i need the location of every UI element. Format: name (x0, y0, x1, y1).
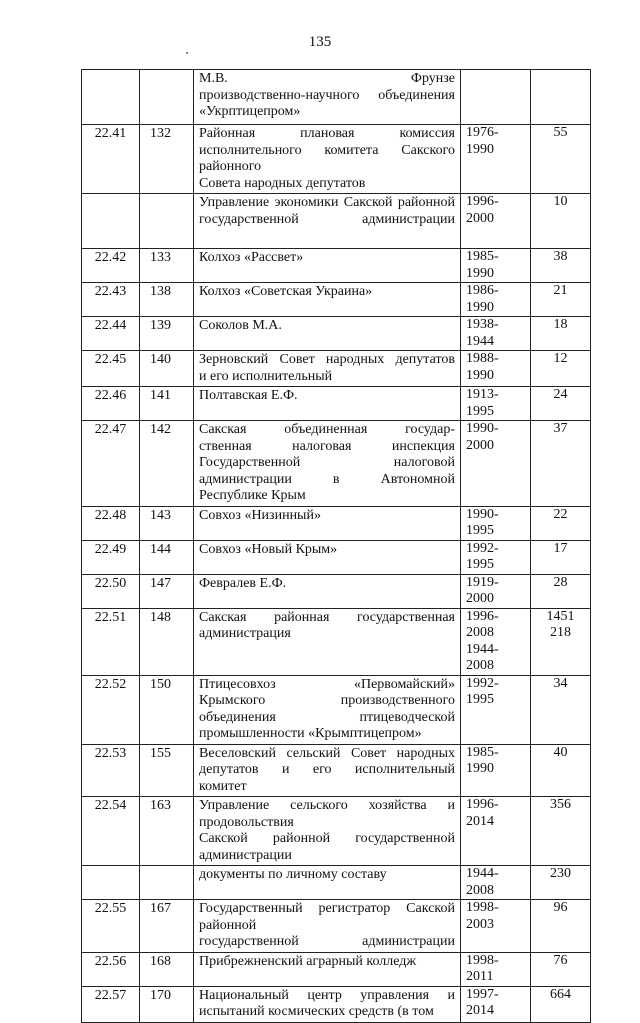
item-count-cell (531, 194, 591, 249)
description-cell (194, 797, 461, 866)
years-value: 1998-2003 (466, 900, 499, 932)
description-cell: документы по личному составу (194, 866, 461, 900)
description-cell: Совхоз «Новый Крым» (194, 540, 461, 574)
description-line: промышленности «Крымптицепром» (199, 726, 422, 741)
table-row (82, 70, 591, 125)
entry-number-cell: 22.57 (82, 986, 140, 1022)
years-cell (461, 351, 531, 387)
description-line: комитет (199, 778, 247, 794)
years-value: 1996-2014 (466, 797, 499, 829)
entry-number-cell: 22.42 (82, 249, 140, 283)
fond-number-cell: 141 (140, 387, 194, 421)
item-count-cell (531, 249, 591, 283)
fond-number-cell: 170 (140, 986, 194, 1022)
item-count-cell (531, 125, 591, 194)
fond-number-cell: 148 (140, 608, 194, 675)
item-count-value: 1451 (546, 608, 575, 624)
table-row (82, 986, 591, 1022)
entry-number-cell (82, 194, 140, 249)
item-count-value: 230 (550, 866, 571, 881)
description-line: Зерновский Совет народных депутатов (199, 352, 455, 367)
table-row (82, 194, 591, 249)
item-count-value: 12 (553, 351, 568, 366)
table-row (82, 608, 591, 675)
fond-number-cell: 147 (140, 574, 194, 608)
years-value: 1944-2008 (466, 866, 499, 898)
table-row (82, 744, 591, 797)
description-cell (194, 986, 461, 1022)
description-line: Национальный центр управления и (199, 987, 455, 1003)
fond-number-cell: 132 (140, 125, 194, 194)
description-line: Районная плановая комиссия (199, 126, 455, 141)
years-value: 1976-1990 (466, 125, 499, 157)
description-line: Управление сельского хозяйства и продовольствия (199, 798, 455, 830)
item-count-value: 37 (553, 421, 568, 436)
table-row (82, 317, 591, 351)
years-cell (461, 194, 531, 249)
description-cell (194, 351, 461, 387)
item-count-cell (531, 540, 591, 574)
fond-number-cell: 144 (140, 540, 194, 574)
item-count-cell (531, 506, 591, 540)
years-value: 1996-2008 (466, 608, 499, 640)
description-cell: Прибрежненский аграрный колледж (194, 952, 461, 986)
description-line: Крымского производственного (199, 693, 455, 708)
years-value: 1996-2000 (466, 194, 499, 226)
description-line: объединения птицеводческой (199, 709, 455, 725)
entry-number-cell: 22.47 (82, 421, 140, 507)
description-cell (194, 608, 461, 675)
item-count-value: 664 (550, 986, 571, 1002)
description-line: Государственный регистратор Сакской районной (199, 901, 455, 933)
description-line: М.В. Фрунзе (199, 71, 455, 86)
description-line: государственной администрации (199, 934, 455, 949)
item-count-cell (531, 900, 591, 953)
item-count-cell (531, 608, 591, 675)
fond-number-cell: 150 (140, 675, 194, 744)
description-line: Республике Крым (199, 488, 306, 503)
entry-number-cell: 22.48 (82, 506, 140, 540)
description-cell (194, 194, 461, 249)
years-cell (461, 540, 531, 574)
fond-number-cell: 163 (140, 797, 194, 866)
description-cell: Соколов М.А. (194, 317, 461, 351)
entry-number-cell: 22.49 (82, 540, 140, 574)
description-line: администрации в Автономной (199, 471, 455, 487)
description-line: Управление экономики Сакской районной (199, 195, 455, 210)
description-line: государственной администрации (199, 211, 455, 227)
item-count-value: 24 (553, 387, 568, 402)
item-count-cell (531, 866, 591, 900)
description-line: и его исполнительный (199, 368, 333, 384)
entry-number-cell: 22.53 (82, 744, 140, 797)
description-cell (194, 70, 461, 125)
years-cell (461, 283, 531, 317)
entry-number-cell: 22.52 (82, 675, 140, 744)
description-cell (194, 900, 461, 953)
entry-number-cell: 22.50 (82, 574, 140, 608)
description-cell: Февралев Е.Ф. (194, 574, 461, 608)
years-cell (461, 866, 531, 900)
fond-number-cell: 140 (140, 351, 194, 387)
description-line: Птицесовхоз «Первомайский» (199, 676, 455, 692)
years-value: 1997-2014 (466, 986, 499, 1018)
description-line: Сакской районной государственной (199, 831, 455, 846)
years-cell (461, 675, 531, 744)
years-value: 1990-2000 (466, 421, 499, 453)
years-cell (461, 125, 531, 194)
entry-number-cell (82, 70, 140, 125)
years-cell (461, 744, 531, 797)
description-line: Сакская районная государственная администрация (199, 609, 455, 641)
table-row (82, 387, 591, 421)
description-line: производственно-научного объединения (199, 87, 455, 103)
item-count-value: 18 (553, 317, 568, 332)
table-row (82, 675, 591, 744)
years-value: 1992-1995 (466, 540, 499, 572)
item-count-cell (531, 317, 591, 351)
years-value: 1998-2011 (466, 952, 499, 984)
description-line: Веселовский сельский Совет народных (199, 745, 455, 761)
description-line: «Укрптицепром» (199, 104, 301, 119)
fond-number-cell (140, 70, 194, 125)
fond-number-cell (140, 194, 194, 249)
fond-number-cell: 168 (140, 952, 194, 986)
years-cell (461, 387, 531, 421)
item-count-cell (531, 351, 591, 387)
archive-fonds-table (81, 69, 591, 1023)
description-line: администрации (199, 847, 292, 863)
item-count-value: 96 (553, 900, 568, 915)
description-cell: Колхоз «Рассвет» (194, 249, 461, 283)
description-line: испытаний космических средств (в том (199, 1004, 434, 1019)
item-count-cell (531, 744, 591, 797)
years-value: 1990-1995 (466, 506, 499, 538)
years-cell (461, 574, 531, 608)
years-value: 1938-1944 (466, 317, 499, 349)
fond-number-cell (140, 866, 194, 900)
item-count-cell (531, 70, 591, 125)
fond-number-cell: 167 (140, 900, 194, 953)
description-line: депутатов и его исполнительный (199, 762, 455, 777)
item-count-value: 55 (553, 125, 568, 140)
years-cell (461, 249, 531, 283)
item-count-cell (531, 283, 591, 317)
entry-number-cell: 22.51 (82, 608, 140, 675)
fond-number-cell: 138 (140, 283, 194, 317)
years-value: 1992-1995 (466, 675, 499, 707)
description-line: исполнительного комитета Сакского районного (199, 142, 455, 174)
years-cell (461, 608, 531, 675)
entry-number-cell: 22.46 (82, 387, 140, 421)
item-count-cell (531, 952, 591, 986)
entry-number-cell: 22.43 (82, 283, 140, 317)
description-line: Совета народных депутатов (199, 175, 366, 191)
years-cell (461, 506, 531, 540)
description-cell: Совхоз «Низинный» (194, 506, 461, 540)
item-count-value: 34 (553, 675, 568, 691)
description-cell (194, 125, 461, 194)
years-value: 1913-1995 (466, 387, 499, 419)
table-row (82, 125, 591, 194)
scan-speck (186, 52, 188, 54)
description-line: Сакская объединенная государ- (199, 422, 455, 437)
years-value: 1986-1990 (466, 283, 499, 315)
entry-number-cell: 22.55 (82, 900, 140, 953)
entry-number-cell: 22.45 (82, 351, 140, 387)
item-count-value: 356 (550, 797, 571, 812)
item-count-cell (531, 574, 591, 608)
entry-number-cell: 22.56 (82, 952, 140, 986)
table-row (82, 900, 591, 953)
item-count-cell (531, 421, 591, 507)
item-count-cell (531, 675, 591, 744)
years-value: 1944-2008 (466, 641, 499, 673)
fond-number-cell: 133 (140, 249, 194, 283)
item-count-cell (531, 986, 591, 1022)
fond-number-cell: 142 (140, 421, 194, 507)
item-count-value: 40 (553, 744, 568, 760)
item-count-value: 218 (550, 625, 571, 640)
table-row (82, 574, 591, 608)
description-line: Государственной налоговой (199, 455, 455, 470)
years-cell (461, 900, 531, 953)
item-count-cell (531, 387, 591, 421)
years-cell (461, 421, 531, 507)
item-count-value: 22 (553, 506, 568, 522)
years-value: 1985-1990 (466, 744, 499, 776)
table-row (82, 866, 591, 900)
item-count-value: 76 (553, 952, 568, 968)
description-cell: Колхоз «Советская Украина» (194, 283, 461, 317)
table-row (82, 540, 591, 574)
description-cell (194, 744, 461, 797)
item-count-value: 10 (553, 194, 568, 209)
item-count-value: 38 (553, 249, 568, 264)
entry-number-cell: 22.44 (82, 317, 140, 351)
entry-number-cell (82, 866, 140, 900)
item-count-value: 17 (553, 540, 568, 556)
fond-number-cell: 139 (140, 317, 194, 351)
table-row (82, 506, 591, 540)
years-value: 1988-1990 (466, 351, 499, 383)
years-cell (461, 952, 531, 986)
description-cell: Полтавская Е.Ф. (194, 387, 461, 421)
fond-number-cell: 143 (140, 506, 194, 540)
years-value: 1919-2000 (466, 574, 499, 606)
years-value: 1985-1990 (466, 249, 499, 281)
description-cell (194, 675, 461, 744)
years-cell (461, 986, 531, 1022)
table-row (82, 249, 591, 283)
item-count-value: 28 (553, 574, 568, 590)
item-count-cell (531, 797, 591, 866)
description-cell (194, 421, 461, 507)
years-cell (461, 317, 531, 351)
description-line: ственная налоговая инспекция (199, 438, 455, 454)
years-cell (461, 70, 531, 125)
table-row (82, 797, 591, 866)
table-row (82, 351, 591, 387)
table-row (82, 283, 591, 317)
entry-number-cell: 22.41 (82, 125, 140, 194)
item-count-value: 21 (553, 283, 568, 298)
years-cell (461, 797, 531, 866)
fond-number-cell: 155 (140, 744, 194, 797)
page-number: 135 (308, 34, 332, 50)
entry-number-cell: 22.54 (82, 797, 140, 866)
table-row (82, 952, 591, 986)
table-row (82, 421, 591, 507)
